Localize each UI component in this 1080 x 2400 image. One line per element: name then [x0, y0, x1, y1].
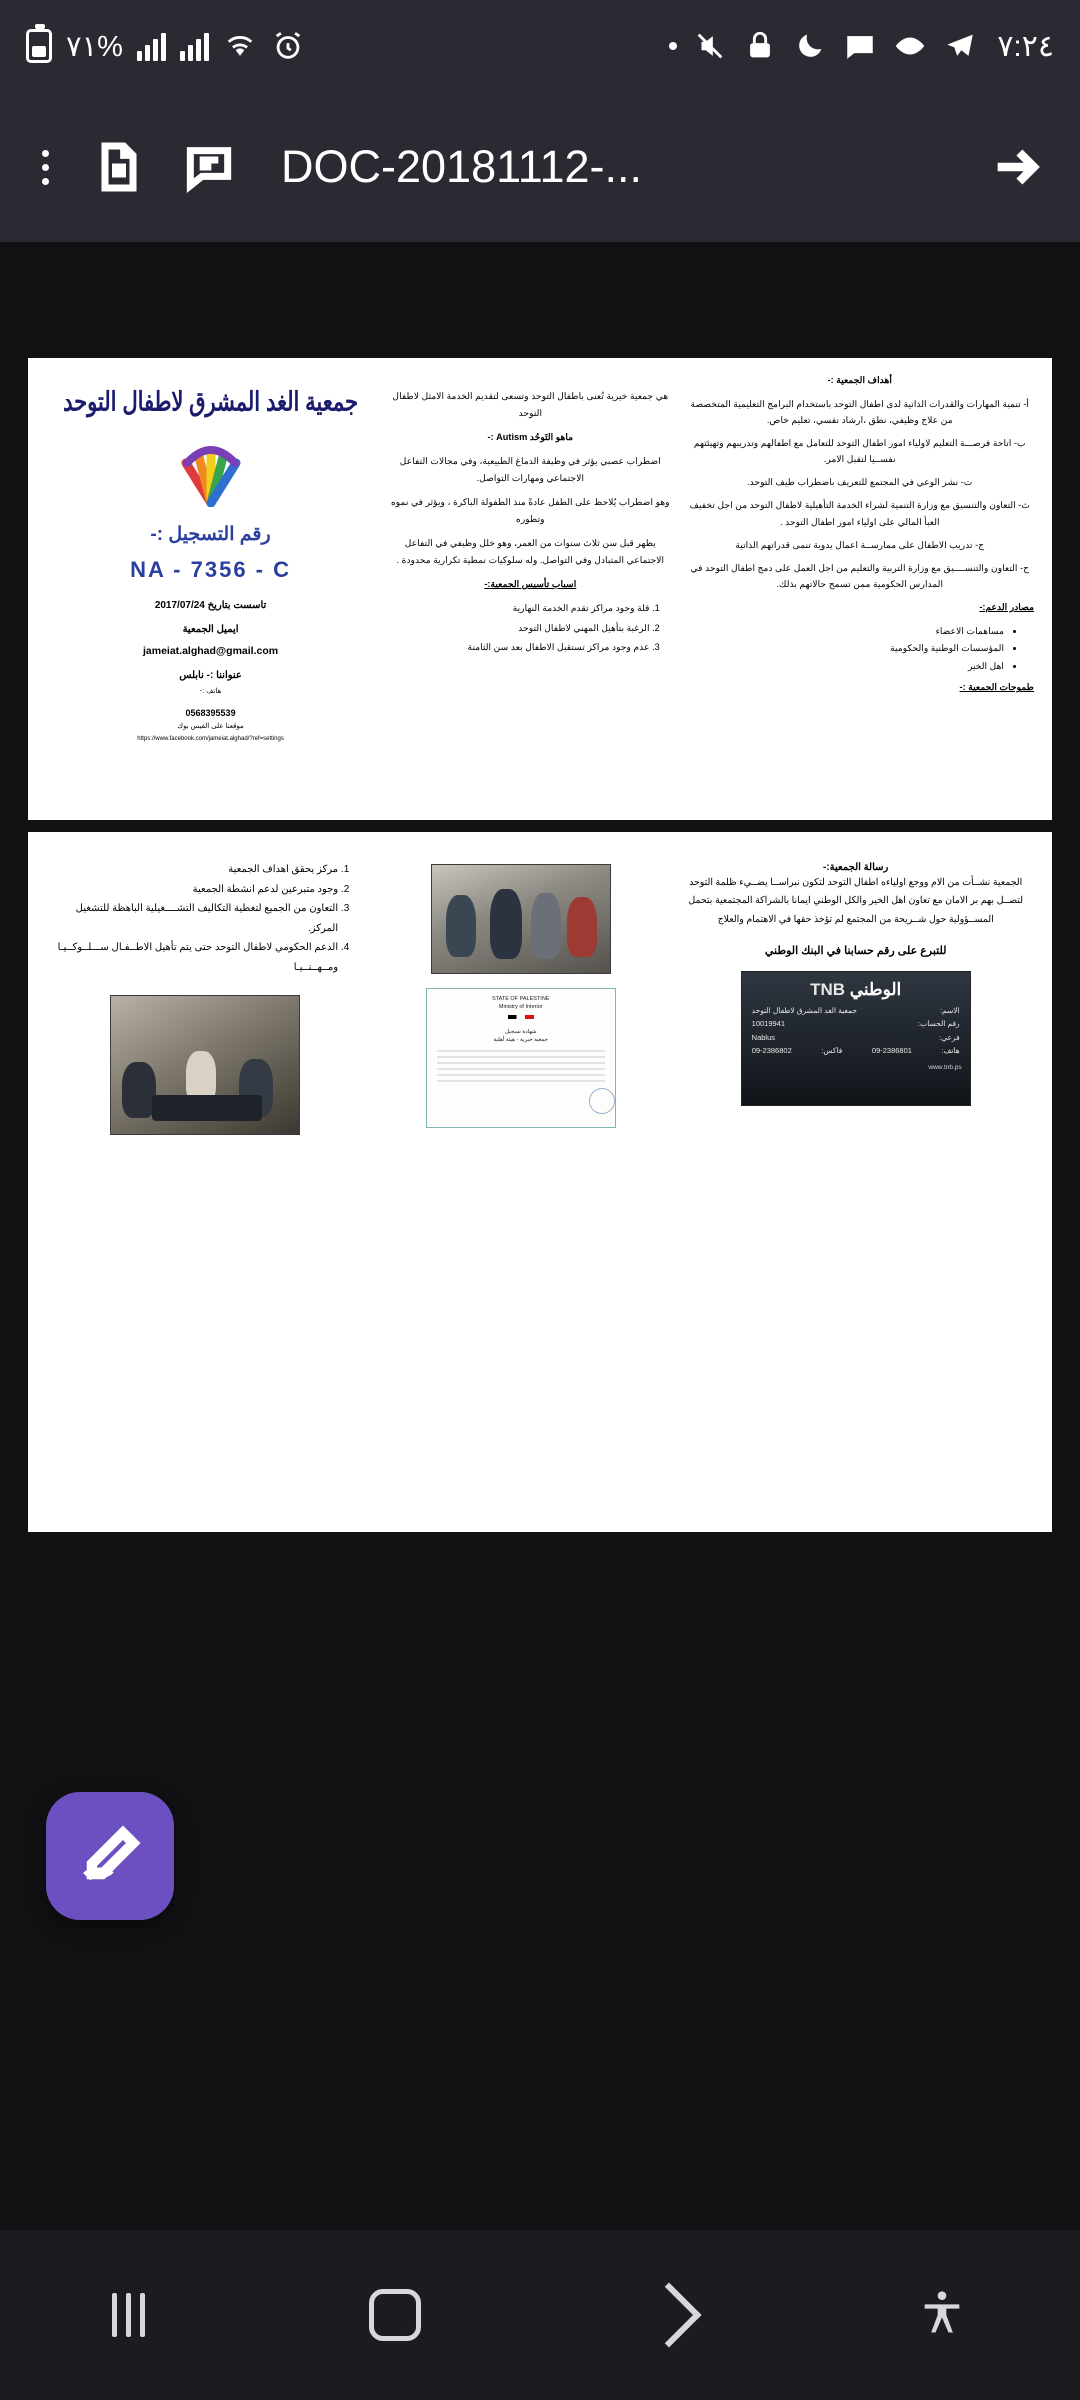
document-title: DOC-20181112-...	[281, 141, 643, 192]
autism-para-1: اضطراب عصبي يؤثر في وظيفة الدماغ الطبيعية، وفي مجالات التفاعل الاجتماعي ومهارات التواصل.	[399, 456, 661, 484]
autism-ribbon-icon	[151, 433, 271, 507]
edit-annotate-button[interactable]	[46, 1792, 174, 1920]
comment-icon[interactable]	[181, 139, 237, 195]
page2-message-column	[677, 846, 1034, 1518]
goal-item: ت- نشر الوعي في المجتمع للتعريف باضطراب طيف التوحد.	[747, 477, 973, 488]
email-label: ايميل الجمعية	[182, 624, 239, 636]
document-viewer[interactable]	[0, 242, 1080, 2230]
document-page-2	[28, 832, 1052, 1532]
goal-item: 1. مركز يحقق اهداف الجمعية	[46, 860, 338, 880]
autism-para-3: يظهر قبل سن ثلاث سنوات من العمر، وهو خلل وظيفي في التفاعل الاجتماعي المتبادل وفي التواصل. وله سلوكيات نمطية تكرارية محدودة .	[396, 538, 665, 566]
bank-branch: Nablus	[751, 1032, 776, 1042]
cert-ministry-en: Ministry of Interior	[498, 1004, 543, 1011]
signal-bars-icon	[137, 31, 166, 61]
bank-website: www.tnb.ps	[928, 1063, 962, 1071]
bank-account: 10019941	[751, 1019, 786, 1029]
message-heading: رسالة الجمعية:-	[822, 862, 889, 873]
founded-date: تاسست بتاريخ 2017/07/24	[154, 599, 267, 611]
back-button[interactable]	[636, 2282, 701, 2347]
address-line: عنواننا :- نابلس	[179, 670, 242, 682]
goal-item: ث- التعاون والتنسيق مع وزارة التنمية لشراء الخدمة التأهيلية لاطفال التوحد من اجل تخفيف العبأ المالي على اولياء امور اطفال التوحد .	[689, 500, 1031, 527]
goal-item: ج- تدريب الاطفال على ممارســة اعمال يدوية تنمى قدراتهم الذاتية	[735, 539, 985, 550]
message-body: الجمعية نشــأت من الام ووجع اولياءه اطفال التوحد لتكون نبراســا يضــيء ظلمة التوحد لتصــل بهم بر الامان مع تعاون اهل الخير والكل الوطني ايمانا بالشراكة المجتمعية بتحمل المســؤولية حول شــريحة من المجتمع لم تؤخذ حقها في الاهتمام والعلاج	[688, 876, 1023, 924]
donate-line: للتبرع على رقم حسابنا في البنك الوطني	[764, 944, 947, 957]
bank-fax-label: فاكس:	[821, 1046, 843, 1056]
clock-label: ٧:٢٤	[997, 29, 1054, 63]
bank-phone-label: هاتف:	[941, 1046, 960, 1056]
support-heading: مصادر الدعم:-	[979, 601, 1034, 612]
reasons-list	[385, 600, 649, 656]
reason-item: 3. عدم وجود مراكز تستقبل الاطفال بعد سن الثامنة	[385, 639, 649, 656]
association-goals-list	[46, 860, 338, 977]
stamp-icon	[589, 1088, 615, 1114]
recent-apps-button[interactable]	[112, 2293, 145, 2337]
autism-question: ماهو التَوحُد Autism :-	[487, 432, 574, 443]
battery-percent-label: ٧١%	[66, 30, 123, 63]
goal-item: ب- اتاحة فرصـــة التعليم لاولياء امور اطفال التوحد للتعامل مع اطفالهم وتدريبهم وتهيئتهم نفســيا لتقبل الامر.	[693, 438, 1026, 465]
message-icon	[843, 29, 877, 63]
goal-item: 3. التعاون من الجميع لتغطية التكاليف التشــــغيلية الباهظة للتشغيل المركز.	[46, 899, 338, 938]
accessibility-button[interactable]	[916, 2287, 968, 2344]
cert-title-ar: شهادة تسجيل	[504, 1028, 537, 1035]
meeting-photo	[431, 864, 611, 974]
status-bar-left	[26, 29, 305, 64]
reason-item: 1. قلة وجود مراكز تقدم الخدمة النهارية	[385, 600, 649, 617]
status-bar-right	[669, 29, 1054, 64]
ambitions-heading: طموحات الجمعية :-	[959, 682, 1034, 693]
page1-goals-column	[686, 372, 1034, 806]
phone-line	[46, 686, 375, 699]
bank-details	[742, 1000, 970, 1062]
goal-item: ح- التعاون والتنســــيق مع وزارة التربية والتعليم من اجل العمل على دمج اطفال التوحد في المدارس الحكومية ممن تسمح حالاتهم بذلك.	[690, 562, 1030, 589]
wifi-icon	[223, 29, 257, 63]
support-item: • مساهمات الاعضاء	[686, 623, 1004, 640]
goal-item: 4. الدعم الحكومي لاطفال التوحد حتى يتم تأهيل الاطــفـال ســـلــوكــيـا ومــهــنــيـا	[46, 938, 338, 977]
dot-icon	[669, 42, 677, 50]
bank-account-label: رقم الحساب:	[918, 1019, 960, 1029]
registration-number: NA - 7356 - C	[130, 557, 291, 582]
goals-heading: أهداف الجمعية :-	[827, 375, 892, 385]
mute-vibrate-icon	[693, 29, 727, 63]
support-item: • اهل الخير	[686, 658, 1004, 675]
more-options-icon[interactable]	[34, 140, 57, 195]
flag-icon	[508, 1015, 534, 1019]
facebook-url: https://www.facebook.com/jameiat.alghad/?ref=settings	[137, 736, 284, 743]
bank-phone: 09-2386802	[751, 1046, 792, 1056]
about-intro: هي جمعية خيرية تُعنى باطفال التوحد وتسعى لتقديم الخدمة الامثل لاطفال التوحد	[392, 391, 669, 419]
document-scan-icon[interactable]	[91, 139, 147, 195]
cert-subtitle-ar: جمعية خيرية - هيئة أهلية	[493, 1036, 548, 1043]
bank-branch-label: فرعي:	[939, 1032, 960, 1042]
eye-icon	[893, 29, 927, 63]
home-button[interactable]	[369, 2289, 421, 2341]
bank-logo: الوطني TNB	[810, 979, 902, 999]
goal-item: 2. وجود متبرعين لدعم انشطة الجمعية	[46, 880, 338, 900]
app-bar	[0, 92, 1080, 242]
email-value: jameiat.alghad@gmail.com	[142, 644, 279, 657]
phone-label: هاتف :-	[199, 687, 222, 695]
share-forward-icon[interactable]	[988, 138, 1046, 196]
do-not-disturb-moon-icon	[793, 29, 827, 63]
reasons-heading: اسباب تأسيس الجمعية:-	[484, 579, 577, 590]
pen-squiggle-icon	[79, 1825, 141, 1887]
cert-state-en: STATE OF PALESTINE	[492, 996, 550, 1002]
organization-logo-title: جمعية الغد المشرق لاطفال التوحد	[63, 387, 359, 417]
alarm-icon	[271, 29, 305, 63]
reason-item: 2. الرغبة بتأهيل المهني لاطفال التوحد	[385, 620, 649, 637]
telegram-icon	[943, 29, 977, 63]
autism-para-2: وهو اضطراب يُلاحظ على الطفل عادةً منذ الطفولة الباكرة ، ويؤثر في نموه وتطوره	[390, 497, 670, 525]
signal-bars-icon-2	[180, 31, 209, 61]
goal-item: أ- تنمية المهارات والقدرات الذاتية لدى اطفال التوحد باستخدام البرامج التعليمية المتخصصة من علاج وظيفي، نطق ،ارشاد نفسي، تعليم خاص.	[690, 399, 1029, 426]
certificate-photo	[426, 988, 616, 1128]
page1-logo-column	[46, 372, 375, 806]
page2-goals-column	[46, 846, 364, 1518]
bank-owner: جمعية الغد المشرق لاطفال التوحد	[751, 1005, 858, 1015]
office-photo	[110, 995, 300, 1135]
facebook-label: موقعنا على الفيس بوك	[177, 723, 244, 731]
battery-icon	[26, 29, 52, 63]
phone-number: 0568395539	[185, 707, 236, 718]
page2-media-column	[376, 846, 665, 1518]
lock-icon	[743, 29, 777, 63]
document-page-1	[28, 358, 1052, 820]
bank-owner-label: الاسم:	[939, 1005, 960, 1015]
bank-fax: 09-2386801	[871, 1046, 912, 1056]
accessibility-icon	[916, 2287, 968, 2339]
page1-about-column	[385, 372, 675, 806]
bank-card-photo	[741, 971, 971, 1106]
registration-label: رقم التسجيل :-	[150, 523, 271, 545]
support-item: • المؤسسات الوطنية والحكومية	[686, 640, 1004, 657]
status-bar	[0, 0, 1080, 92]
system-navigation-bar	[0, 2230, 1080, 2400]
support-sources-list	[686, 623, 1004, 675]
